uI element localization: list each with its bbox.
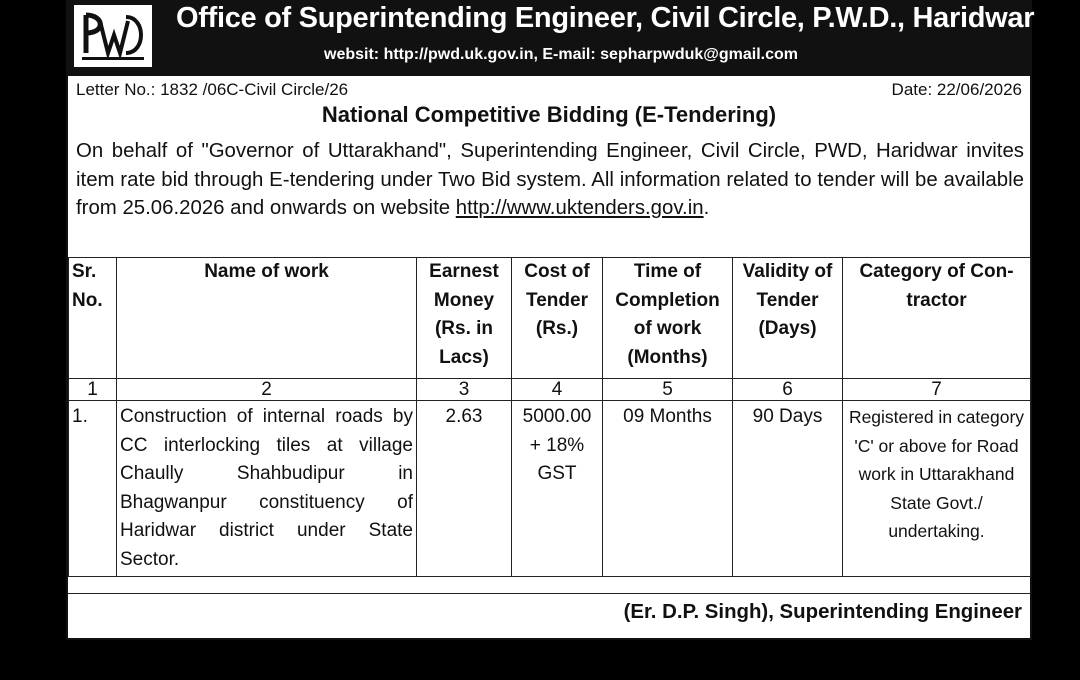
col-header-time: Time of Completion of work (Months) — [603, 258, 733, 379]
cell-sr: 1. — [69, 401, 117, 577]
col-header-work: Name of work — [117, 258, 417, 379]
col-header-cost: Cost of Tender (Rs.) — [512, 258, 603, 379]
notice-title: National Competitive Bidding (E-Tendering) — [321, 102, 777, 127]
letter-date: Date: 22/06/2026 — [891, 80, 1022, 99]
cell-time: 09 Months — [603, 401, 733, 577]
tender-website-link[interactable]: http://www.uktenders.gov.in — [455, 197, 704, 219]
cell-cost: 5000.00 + 18% GST — [512, 401, 603, 577]
tender-notice — [66, 0, 1035, 640]
intro-end: . — [703, 197, 710, 219]
office-title: Office of Superintending Engineer, Civil Circle, P.W.D., Haridwar — [176, 2, 1035, 34]
signature-divider — [68, 593, 1030, 594]
column-number: 3 — [417, 379, 512, 401]
column-number: 1 — [69, 379, 117, 401]
column-number: 4 — [512, 379, 603, 401]
column-number: 5 — [603, 379, 733, 401]
cell-category: Registered in category 'C' or above for Road work in Uttarakhand State Govt./ undertaking. — [843, 401, 1031, 577]
cell-validity: 90 Days — [733, 401, 843, 577]
intro-text: On behalf of "Governor of Uttarakhand", Superintending Engineer, Civil Circle, PWD, Haridwar invites item rate bid through E-tendering under Two Bid system. All information related to tender will be available from 25.06.2026 and onwards on website — [76, 140, 1024, 219]
column-number: 2 — [117, 379, 417, 401]
notice-header — [68, 0, 1035, 76]
col-header-sr: Sr. No. — [69, 258, 117, 379]
letter-number: Letter No.: 1832 /06C-Civil Circle/26 — [76, 80, 349, 99]
table-row — [69, 401, 1031, 577]
col-header-category: Category of Con-tractor — [843, 258, 1031, 379]
tender-table — [68, 257, 1031, 577]
cell-work: Construction of internal roads by CC interlocking tiles at village Chaully Shahbudipur in Bhagwanpur constituency of Haridwar district under State Sector. — [117, 401, 417, 577]
column-number-row — [69, 379, 1031, 401]
col-header-validity: Validity of Tender (Days) — [733, 258, 843, 379]
table-header-row — [69, 258, 1031, 379]
cell-earnest-money: 2.63 — [417, 401, 512, 577]
pwd-logo-icon — [76, 7, 150, 65]
signature: (Er. D.P. Singh), Superintending Engineer — [623, 601, 1022, 623]
column-number: 6 — [733, 379, 843, 401]
office-contact: websit: http://pwd.uk.gov.in, E-mail: sepharpwduk@gmail.com — [324, 46, 799, 63]
pwd-logo — [74, 5, 152, 67]
column-number: 7 — [843, 379, 1031, 401]
col-header-earnest: Earnest Money (Rs. in Lacs) — [417, 258, 512, 379]
notice-intro — [76, 137, 1024, 223]
